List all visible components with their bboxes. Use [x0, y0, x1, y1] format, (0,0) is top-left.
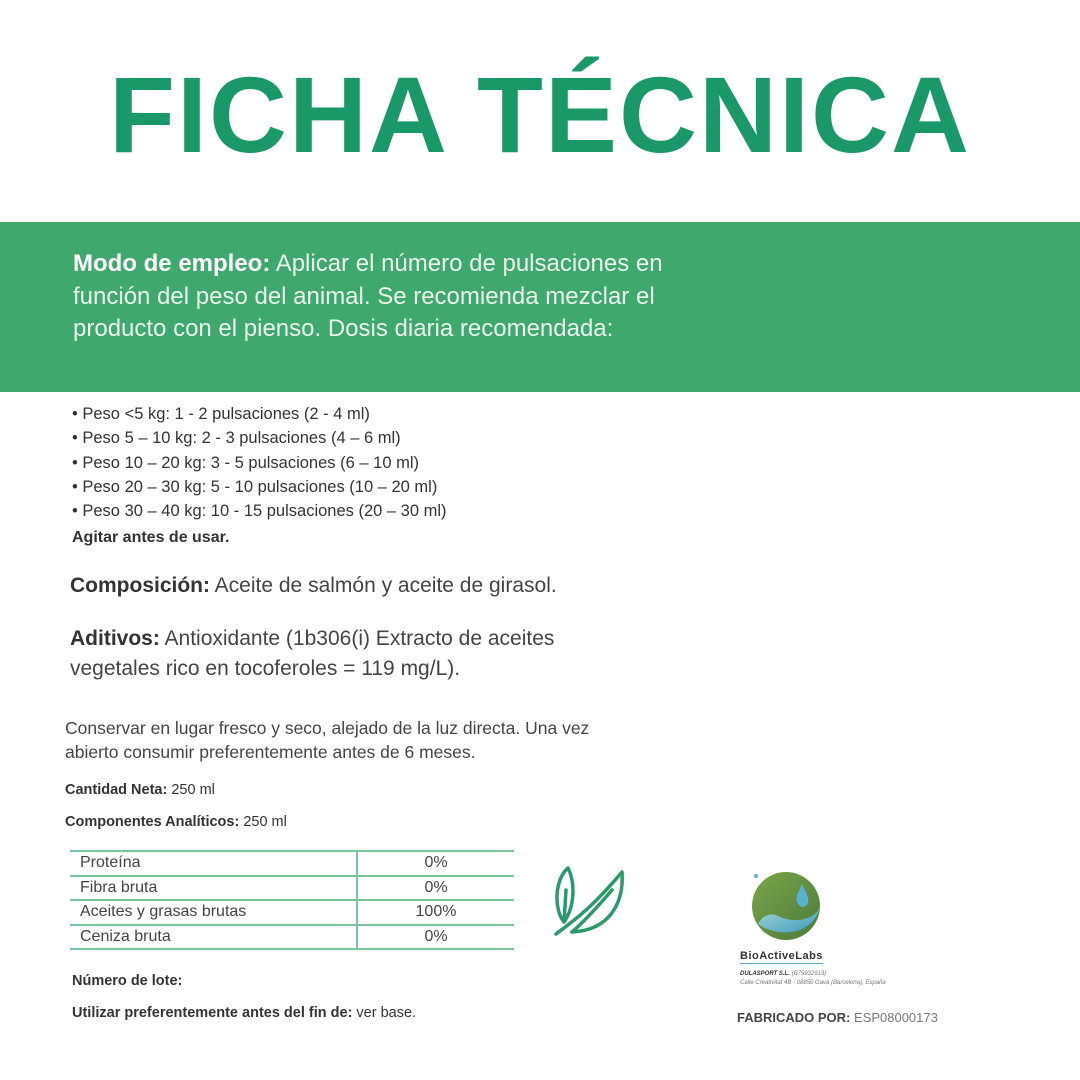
list-item: • Peso 30 – 40 kg: 10 - 15 pulsaciones (20 – 30 ml): [72, 499, 447, 523]
usage-label: Modo de empleo:: [73, 250, 271, 277]
usage-band: [0, 222, 1080, 392]
analytic-value: 250 ml: [239, 814, 287, 830]
table-row: [70, 851, 514, 876]
net-quantity: [65, 782, 215, 798]
shake-note: Agitar antes de usar.: [72, 529, 230, 546]
storage-note: Conservar en lugar fresco y seco, alejado de la luz directa. Una vez abierto consumir preferentemente antes de 6 meses.: [65, 718, 590, 762]
table-row: [70, 876, 514, 901]
company-address: [740, 970, 886, 988]
analytic-table: [70, 850, 514, 950]
bioactivelabs-logo: [748, 866, 828, 949]
list-item: • Peso 10 – 20 kg: 3 - 5 pulsaciones (6 – 10 ml): [72, 451, 447, 475]
cell-name: Proteína: [70, 851, 357, 876]
manufacturer-code: ESP08000173: [850, 1010, 938, 1025]
lot-number: [72, 973, 182, 989]
usage-text: [73, 248, 733, 346]
cell-value: 0%: [357, 876, 514, 901]
cell-value: 0%: [357, 925, 514, 950]
best-before-value: ver base.: [352, 1005, 417, 1021]
logo-brand-text: BioActiveLabs: [740, 950, 823, 962]
company-name: DULASPORT S.L.: [740, 971, 790, 977]
net-label: Cantidad Neta:: [65, 782, 168, 798]
manufacturer: [737, 1010, 938, 1025]
additives-label: Aditivos:: [70, 627, 160, 650]
leaf-icon: [552, 860, 627, 945]
cell-value: 100%: [357, 900, 514, 925]
table-row: [70, 925, 514, 950]
address-line: Calle Creativitat 4B - 08850 Gavà (Barcelona), España: [740, 980, 886, 986]
page-title: FICHA TÉCNICA: [109, 54, 971, 175]
analytic-label: Componentes Analíticos:: [65, 814, 240, 830]
list-item: • Peso 5 – 10 kg: 2 - 3 pulsaciones (4 – 6 ml): [72, 426, 447, 450]
cell-name: Ceniza bruta: [70, 925, 357, 950]
net-value: 250 ml: [167, 782, 215, 798]
cell-name: Fibra bruta: [70, 876, 357, 901]
additives-text: Antioxidante (1b306(i) Extracto de aceites vegetales rico en tocoferoles = 119 mg/L).: [70, 627, 555, 680]
dosage-list: [72, 402, 447, 523]
lot-label: Número de lote:: [72, 973, 183, 989]
company-id: (B75932913): [791, 971, 827, 977]
analytic-components: [65, 814, 287, 830]
composition-text: Aceite de salmón y aceite de girasol.: [210, 574, 557, 597]
manufacturer-label: FABRICADO POR:: [737, 1010, 851, 1025]
composition: [70, 574, 557, 598]
cell-name: Aceites y grasas brutas: [70, 900, 357, 925]
best-before: [72, 1005, 416, 1021]
list-item: • Peso 20 – 30 kg: 5 - 10 pulsaciones (10 – 20 ml): [72, 475, 447, 499]
additives: [70, 624, 630, 684]
usage-body: Aplicar el número de pulsaciones en función del peso del animal. Se recomienda mezclar el producto con el pienso. Dosis diaria recomendada:: [73, 250, 663, 342]
table-row: [70, 900, 514, 925]
best-before-label: Utilizar preferentemente antes del fin de:: [72, 1005, 353, 1021]
composition-label: Composición:: [70, 574, 210, 597]
list-item: • Peso <5 kg: 1 - 2 pulsaciones (2 - 4 ml): [72, 402, 447, 426]
cell-value: 0%: [357, 851, 514, 876]
